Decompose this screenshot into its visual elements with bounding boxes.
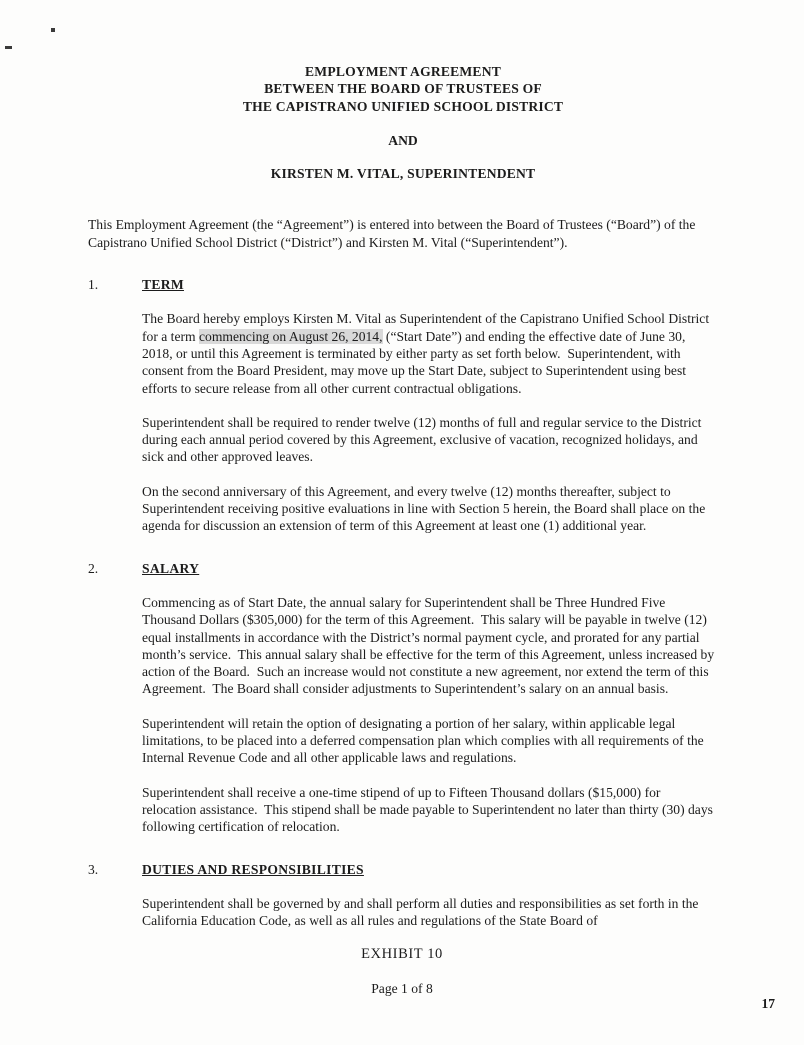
section-title: SALARY [142, 560, 200, 576]
paragraph-text: Superintendent will retain the option of designating a portion of her salary, within applicable legal limitations, to be placed into a deferred compensation plan which complies with all requirements of the Internal Revenue Code and all other applicable laws and regulations. [142, 715, 708, 766]
paragraph-text: Superintendent shall receive a one-time stipend of up to Fifteen Thousand dollars ($15,000) for relocation assistance. This stipend shall be made payable to Superintendent no later than thirty (30) days following certification of relocation. [142, 784, 717, 835]
section-title: DUTIES AND RESPONSIBILITIES [142, 861, 364, 877]
section-title: TERM [142, 277, 184, 293]
paragraph-text: On the second anniversary of this Agreement, and every twelve (12) months thereafter, subject to Superintendent receiving positive evaluations in line with Section 5 herein, the Board shall place on the agenda for discussion an extension of term of this Agreement at least one (1) additional year. [142, 483, 709, 534]
section-number: 2. [88, 560, 99, 576]
section-heading-row [88, 861, 718, 878]
scan-artifact-mark [5, 46, 12, 49]
title-party-line: KIRSTEN M. VITAL, SUPERINTENDENT [270, 166, 536, 182]
document-title-block [88, 63, 718, 115]
paragraph-text: Superintendent shall be required to render twelve (12) months of full and regular service to the District during each annual period covered by this Agreement, exclusive of vacation, recognized holidays, and sick and other approved leaves. [142, 414, 705, 465]
section-heading-row [88, 560, 718, 577]
title-connector-and: AND [388, 132, 418, 148]
paragraph [142, 414, 718, 466]
paragraph [142, 483, 718, 535]
title-line-1: EMPLOYMENT AGREEMENT [305, 64, 501, 79]
section-heading-row [88, 276, 718, 293]
intro-paragraph: This Employment Agreement (the “Agreement”) is entered into between the Board of Trustees (“Board”) of the Capistrano Unified School District (“District”) and Kirsten M. Vital (“Superintendent”). [88, 217, 699, 250]
corner-page-number: 17 [761, 996, 775, 1011]
paragraph-text: Commencing as of Start Date, the annual salary for Superintendent shall be Three Hundred Five Thousand Dollars ($305,000) for the term of this Agreement. This salary will be payable in twelve (12) equal installments in accordance with the District’s normal payment cycle, and prorated for any partial month’s service. This annual salary shall be effective for the term of this Agreement, unless increased by action of the Board. Such an increase would not constitute a new agreement, nor extend the term of this Agreement. The Board shall consider adjustments to Superintendent’s salary on an annual basis. [142, 594, 718, 697]
exhibit-label: EXHIBIT 10 [361, 946, 443, 962]
paragraph-text: (“Start Date”) and ending the effective date of June 30, 2018, or until this Agreement is terminated by either party as set forth below. Superintendent, with consent from the Board President, may move up the Start Date, subject to Superintendent using best efforts to secure release from all other current contractual obligations. [142, 328, 690, 396]
paragraph [142, 784, 718, 836]
paragraph [142, 594, 718, 698]
highlighted-text: commencing on August 26, 2014, [199, 328, 383, 344]
scan-artifact-dot [51, 28, 55, 32]
paragraph-text: The Board hereby employs Kirsten M. Vital as Superintendent of the Capistrano Unified School District for a term [142, 311, 713, 344]
paragraph [142, 715, 718, 767]
page-number-label: Page 1 of 8 [371, 981, 433, 996]
paragraph-text: Superintendent shall be governed by and shall perform all duties and responsibilities as set forth in the California Education Code, as well as all rules and regulations of the State Board of [142, 895, 702, 929]
paragraph [142, 310, 718, 396]
section-number: 1. [88, 277, 99, 293]
title-line-2: BETWEEN THE BOARD OF TRUSTEES OF [264, 81, 542, 97]
paragraph [142, 895, 718, 930]
title-line-3: THE CAPISTRANO UNIFIED SCHOOL DISTRICT [242, 98, 564, 114]
sections-container [88, 276, 718, 929]
section-number: 3. [88, 861, 99, 877]
